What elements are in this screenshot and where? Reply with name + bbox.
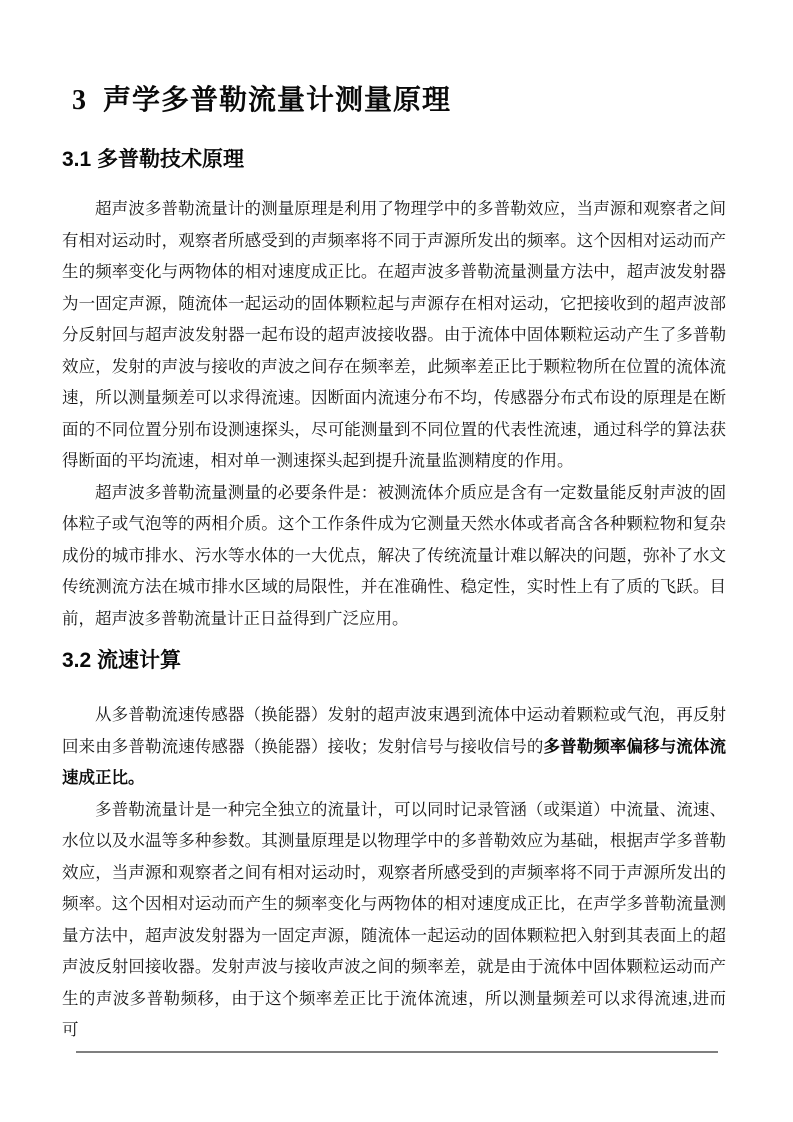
paragraph-text-normal: 从多普勒流速传感器（换能器）发射的超声波束遇到流体中运动着颗粒或气泡，再反射回来由多普勒流速传感器（换能器）接收；发射信号与接收信号的 (62, 705, 726, 756)
paragraph-doppler-principle: 超声波多普勒流量计的测量原理是利用了物理学中的多普勒效应，当声源和观察者之间有相对运动时，观察者所感受到的声频率将不同于声源所发出的频率。这个因相对运动而产生的频率变化与两物体的相对速度成正比。在超声波多普勒流量测量方法中，超声波发射器为一固定声源，随流体一起运动的固体颗粒起与声源存在相对运动，它把接收到的超声波部分反射回与超声波发射器一起布设的超声波接收器。由于流体中固体颗粒运动产生了多普勒效应，发射的声波与接收的声波之间存在频率差，此频率差正比于颗粒物所在位置的流体流速，所以测量频差可以求得流速。因断面内流速分布不均，传感器分布式布设的原理是在断面的不同位置分别布设测速探头，尽可能测量到不同位置的代表性流速，通过科学的算法获得断面的平均流速，相对单一测速探头起到提升流量监测精度的作用。 (62, 199, 726, 470)
paragraph-text-bold: 多普勒频率偏移与流体流速成正比。 (62, 736, 727, 787)
paragraph-velocity-measurement (62, 699, 726, 794)
section-heading-3-2: 3.2 流速计算 (62, 649, 182, 672)
paragraph-necessary-conditions: 超声波多普勒流量测量的必要条件是：被测流体介质应是含有一定数量能反射声波的固体粒子或气泡等的两相介质。这个工作条件成为它测量天然水体或者高含各种颗粒物和复杂成份的城市排水、污水等水体的一大优点，解决了传统流量计难以解决的问题，弥补了水文传统测流方法在城市排水区域的局限性，并在准确性、稳定性，实时性上有了质的飞跃。目前，超声波多普勒流量计正日益得到广泛应用。 (62, 482, 726, 628)
text-column (62, 0, 726, 1046)
footnote-separator (76, 1051, 718, 1053)
paragraph-doppler-flowmeter: 多普勒流量计是一种完全独立的流量计，可以同时记录管涵（或渠道）中流量、流速、水位以及水温等多种参数。其测量原理是以物理学中的多普勒效应为基础，根据声学多普勒效应，当声源和观察者之间有相对运动时，观察者所感受到的声频率将不同于声源所发出的频率。这个因相对运动而产生的频率变化与两物体的相对速度成正比，在声学多普勒流量测量方法中，超声波发射器为一固定声源，随流体一起运动的固体颗粒把入射到其表面上的超声波反射回接收器。发射声波与接收声波之间的频率差，就是由于流体中固体颗粒运动而产生的声波多普勒频移，由于这个频率差正比于流体流速，所以测量频差可以求得流速,进而可 (62, 799, 726, 1039)
page-title: 3 声学多普勒流量计测量原理 (72, 85, 452, 116)
section-heading-3-1: 3.1 多普勒技术原理 (62, 148, 245, 171)
